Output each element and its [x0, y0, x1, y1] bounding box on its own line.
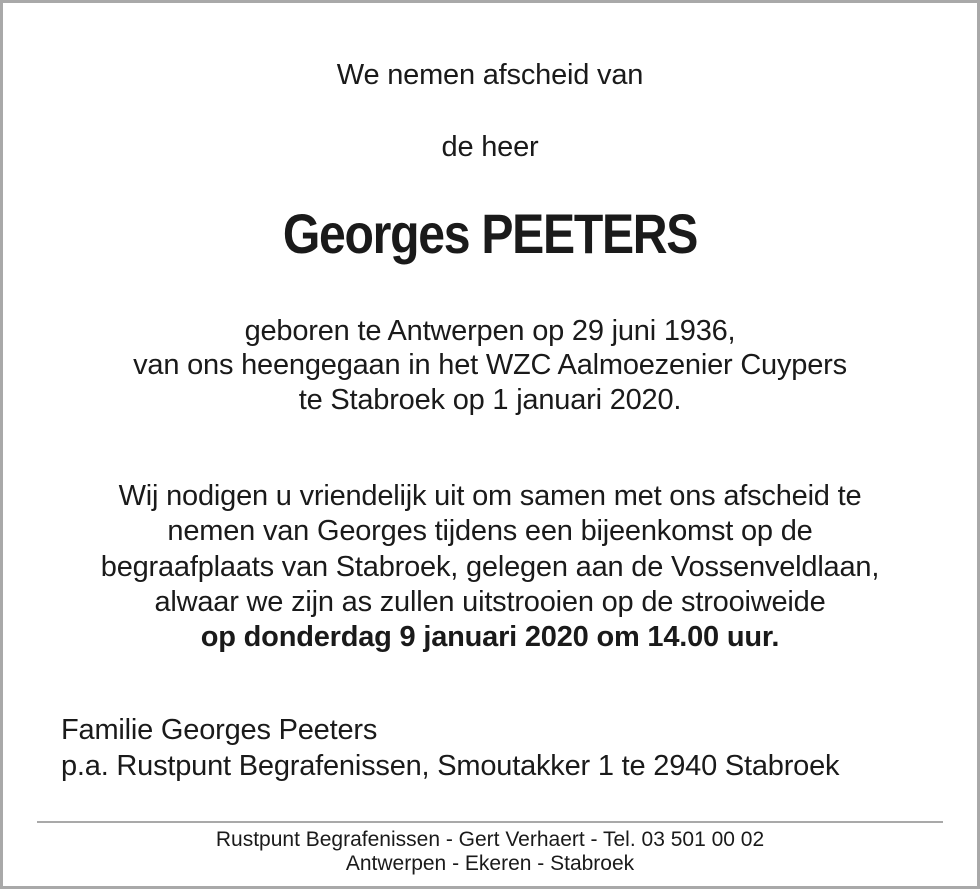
invitation-line-3: begraafplaats van Stabroek, gelegen aan de Vossenveldlaan, — [100, 551, 880, 583]
salutation-text: de heer — [441, 131, 539, 163]
intro-text: We nemen afscheid van — [336, 59, 644, 91]
signature-address: p.a. Rustpunt Begrafenissen, Smoutakker 1 te 2940 Stabroek — [61, 750, 840, 782]
birth-line-3: te Stabroek op 1 januari 2020. — [298, 384, 682, 416]
footer-locations: Antwerpen - Ekeren - Stabroek — [345, 852, 635, 875]
invitation-line-4: alwaar we zijn as zullen uitstrooien op de strooiweide — [154, 586, 826, 618]
invitation-date: op donderdag 9 januari 2020 om 14.00 uur. — [200, 621, 780, 653]
deceased-name: Georges PEETERS — [282, 202, 698, 265]
footer-divider — [37, 821, 943, 823]
signature-family: Familie Georges Peeters — [61, 714, 378, 746]
invitation-line-2: nemen van Georges tijdens een bijeenkomst op de — [167, 515, 813, 547]
birth-line-1: geboren te Antwerpen op 29 juni 1936, — [244, 315, 736, 347]
invitation-line-1: Wij nodigen u vriendelijk uit om samen met ons afscheid te — [118, 480, 862, 512]
footer-contact: Rustpunt Begrafenissen - Gert Verhaert - Tel. 03 501 00 02 — [215, 828, 765, 851]
birth-line-2: van ons heengegaan in het WZC Aalmoezenier Cuypers — [133, 349, 847, 381]
